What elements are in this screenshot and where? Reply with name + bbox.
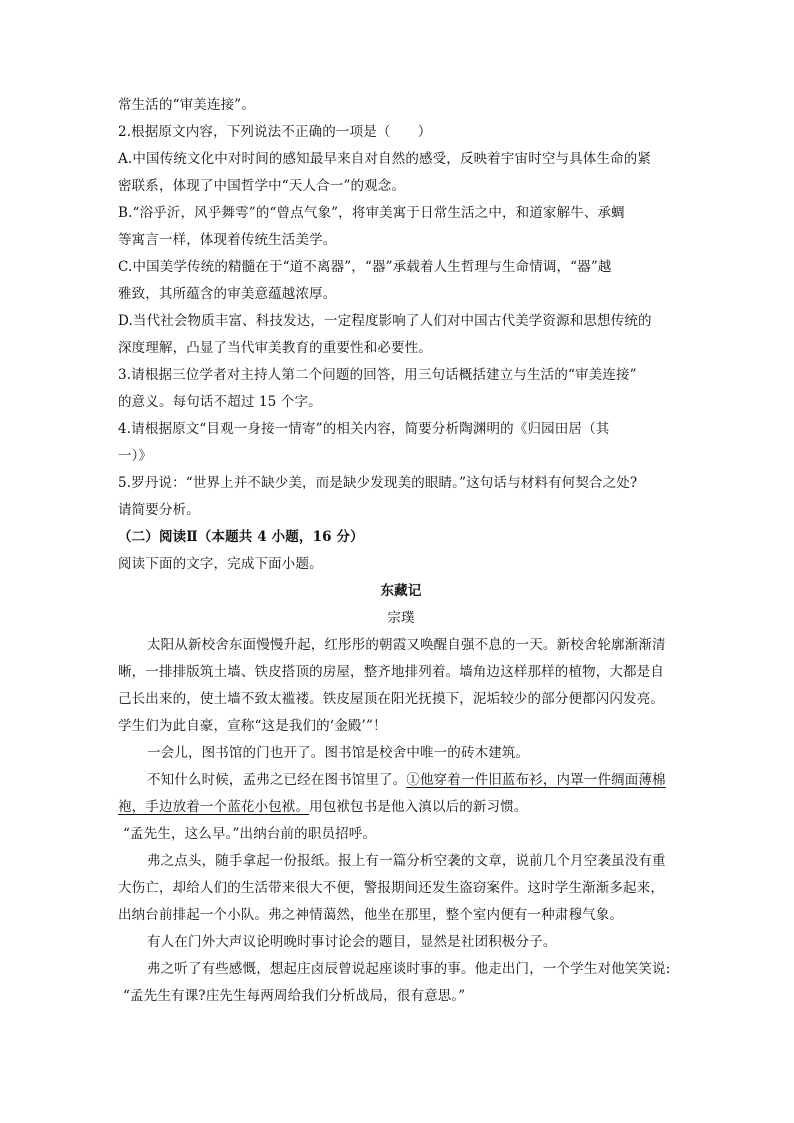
underlined-sentence-1: ①他穿着一件旧蓝布衫，内罩一件绸面薄棉 — [406, 772, 666, 788]
option-b-line-1: B.“浴乎沂，风乎舞雩”的“曾点气象”，将审美寓于日常生活之中，和道家解牛、承蜩 — [118, 205, 625, 221]
paragraph-3-line-1 — [118, 767, 684, 794]
paragraph-6: 有人在门外大声议论明晚时事讨论会的题目，显然是社团积极分子。 — [147, 934, 557, 950]
section-header: （二）阅读Ⅱ（本题共 4 小题，16 分） — [118, 529, 364, 545]
question-5-line-1: 5.罗丹说：“世界上并不缺少美，而是缺少发现美的眼睛。”这句话与材料有何契合之处? — [118, 475, 638, 491]
option-d-line-2: 深度理解，凸显了当代审美教育的重要性和必要性。 — [118, 340, 432, 356]
paragraph-4: “孟先生，这么早。”出纳台前的职员招呼。 — [123, 826, 377, 842]
paragraph-3-plain-text: 不知什么时候，孟弗之已经在图书馆里了。 — [147, 772, 407, 788]
paragraph-3-line-2 — [118, 794, 684, 821]
paragraph-1-line-4: 学生们为此自豪，宣称“这是我们的‘金殿’”！ — [118, 718, 387, 734]
question-3-line-2: 的意义。每句话不超过 15 个字。 — [118, 394, 322, 410]
option-d-line-1: D.当代社会物质丰富、科技发达，一定程度影响了人们对中国古代美学资源和思想传统的 — [118, 313, 652, 329]
paragraph-1-line-1: 太阳从新校舍东面慢慢升起，红彤彤的朝霞又唤醒自强不息的一天。新校舍轮廓渐渐清 — [147, 637, 666, 653]
question-4-line-2: 一）》 — [118, 448, 153, 464]
underlined-sentence-1-cont: 袍，手边放着一个蓝花小包袱。 — [118, 799, 310, 815]
story-author: 宗璞 — [387, 610, 415, 626]
paragraph-5-line-2: 大伤亡，却给人们的生活带来很大不便，警报期间还发生盗窃案件。这时学生渐渐多起来， — [118, 880, 664, 896]
question-5-line-2: 请简要分析。 — [118, 502, 200, 518]
question-2: 2.根据原文内容，下列说法不正确的一项是（ ） — [118, 124, 432, 140]
option-a-line-1: A.中国传统文化中对时间的感知最早来自对自然的感受，反映着宇宙时空与具体生命的紧 — [118, 151, 652, 167]
paragraph-2: 一会儿，图书馆的门也开了。图书馆是校舍中唯一的砖木建筑。 — [147, 745, 530, 761]
option-b-line-2: 等寓言一样，体现着传统生活美学。 — [118, 232, 337, 248]
option-a-line-2: 密联系，体现了中国哲学中“天人合一”的观念。 — [118, 178, 406, 194]
paragraph-7-line-2: “孟先生有课?庄先生每两周给我们分析战局，很有意思。” — [123, 988, 466, 1004]
question-4-line-1: 4.请根据原文“目观一身接一情寄”的相关内容，简要分析陶渊明的《归园田居（其 — [118, 421, 610, 437]
reading-instruction: 阅读下面的文字，完成下面小题。 — [118, 556, 323, 572]
paragraph-5-line-1: 弗之点头，随手拿起一份报纸。报上有一篇分析空袭的文章，说前几个月空袭虽没有重 — [147, 853, 666, 869]
document-page — [118, 92, 684, 1010]
question-3-line-1: 3.请根据三位学者对主持人第二个问题的回答，用三句话概括建立与生活的“审美连接” — [118, 367, 637, 383]
option-c-line-1: C.中国美学传统的精髓在于“道不离器”，“器”承载着人生哲理与生命情调，“器”越 — [118, 259, 612, 275]
text-line: 常生活的“审美连接”。 — [118, 97, 255, 113]
paragraph-5-line-3: 出纳台前排起一个小队。弗之神情蔼然，他坐在那里，整个室内便有一种肃穆气象。 — [118, 907, 624, 923]
paragraph-1-line-2: 晰，一排排版筑土墙、铁皮搭顶的房屋，整齐地排列着。墙角边这样那样的植物，大都是自 — [118, 664, 664, 680]
paragraph-7-line-1: 弗之听了有些感慨，想起庄卤辰曾说起座谈时事的事。他走出门，一个学生对他笑笑说: — [147, 961, 671, 977]
story-title: 东藏记 — [380, 583, 422, 599]
paragraph-3-tail-text: 用包袱包书是他入滇以后的新习惯。 — [309, 799, 528, 815]
paragraph-1-line-3: 己长出来的，使土墙不致太褴褛。铁皮屋顶在阳光抚摸下，泥垢较少的部分便都闪闪发亮。 — [118, 691, 664, 707]
option-c-line-2: 雅致，其所蕴含的审美意蕴越浓厚。 — [118, 286, 337, 302]
